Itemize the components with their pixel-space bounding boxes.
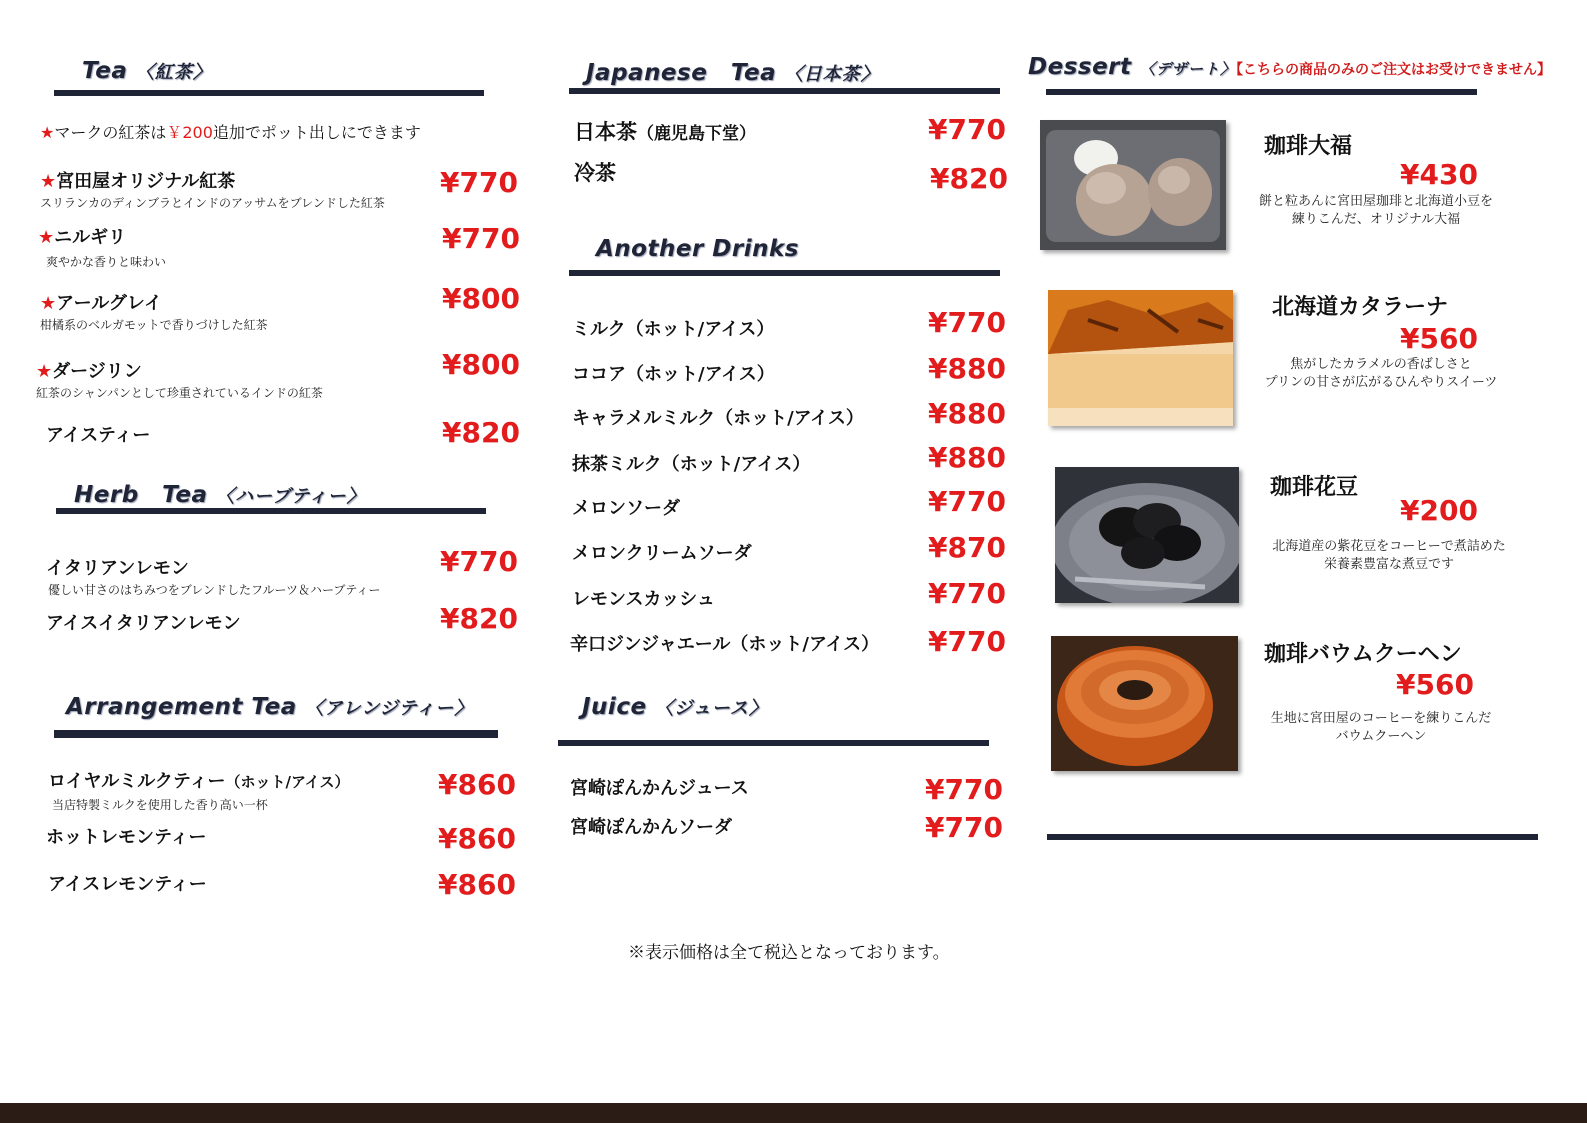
arrangement-section-title [66, 694, 473, 720]
menu-item-price: ¥770 [925, 811, 1003, 844]
menu-item-name: 辛口ジンジャエール（ホット/アイス） [570, 634, 880, 655]
coffee-hanamame-photo [1055, 467, 1239, 603]
page-bottom-bar [0, 1103, 1587, 1123]
daifuku-image-icon [1040, 120, 1226, 250]
tax-note: ※表示価格は全て税込となっております。 [628, 943, 950, 963]
dessert-desc [1256, 710, 1506, 746]
japanese-divider [569, 88, 1000, 94]
menu-item-name: ★アールグレイ [40, 293, 162, 314]
japanese-title-en: Japanese Tea [586, 60, 777, 86]
menu-item-price: ¥770 [925, 773, 1003, 806]
dessert-price: ¥200 [1400, 494, 1478, 527]
menu-item-name: 宮崎ぽんかんジュース [570, 778, 749, 799]
juice-title-jp: 〈ジュース〉 [655, 698, 768, 719]
baumkuchen-image-icon [1051, 636, 1238, 771]
juice-title-en: Juice [582, 694, 647, 720]
menu-item-name: ココア（ホット/アイス） [572, 364, 775, 385]
menu-item-desc: 当店特製ミルクを使用した香り高い一杯 [52, 798, 268, 812]
dessert-price: ¥430 [1400, 158, 1478, 191]
dessert-section-title [1028, 54, 1551, 80]
dessert-bottom-divider [1047, 834, 1538, 840]
menu-item-name: ★ダージリン [36, 361, 142, 382]
tea-title-jp: 〈紅茶〉 [135, 62, 212, 83]
menu-item-price: ¥770 [928, 625, 1006, 658]
tea-section-title [82, 58, 212, 84]
menu-item-name: アイスティー [46, 425, 151, 446]
japanese-section-title [586, 54, 880, 87]
menu-item-name: キャラメルミルク（ホット/アイス） [572, 408, 864, 429]
menu-item-name: 抹茶ミルク（ホット/アイス） [572, 454, 811, 475]
coffee-daifuku-photo [1040, 120, 1226, 250]
menu-item-price: ¥800 [442, 282, 520, 315]
dessert-desc [1256, 193, 1496, 229]
dessert-desc-line: 練りこんだ、オリジナル大福 [1291, 212, 1461, 227]
tea-title-en: Tea [82, 58, 128, 84]
menu-item-name: 宮崎ぽんかんソーダ [570, 817, 732, 838]
note-text: マークの紅茶は [54, 123, 167, 142]
japanese-title-jp: 〈日本茶〉 [784, 64, 880, 85]
menu-item-price: ¥770 [928, 485, 1006, 518]
menu-item-name: レモンスカッシュ [572, 589, 715, 610]
menu-item-price: ¥870 [928, 531, 1006, 564]
dessert-title-en: Dessert [1028, 54, 1132, 80]
dessert-desc-line: プリンの甘さが広がるひんやりスイーツ [1264, 375, 1498, 390]
dessert-desc-line: 生地に宮田屋のコーヒーを練りこんだ [1270, 711, 1492, 726]
menu-item-price: ¥860 [438, 822, 516, 855]
note-amount: ￥200 [166, 123, 213, 142]
star-icon: ★ [40, 293, 57, 314]
note-text-suffix: 追加でポット出しにできます [212, 123, 421, 142]
menu-item-desc: スリランカのディンブラとインドのアッサムをブレンドした紅茶 [40, 196, 385, 210]
menu-item-name: 日本茶（鹿児島下堂） [574, 120, 756, 144]
menu-item-price: ¥880 [928, 352, 1006, 385]
arrangement-title-en: Arrangement Tea [66, 694, 297, 720]
star-icon: ★ [36, 361, 53, 382]
arrangement-divider [54, 730, 498, 738]
menu-item-name: 冷茶 [574, 161, 616, 185]
arrangement-title-jp: 〈アレンジティー〉 [305, 698, 474, 719]
menu-item-price: ¥860 [438, 868, 516, 901]
menu-item-price: ¥860 [438, 768, 516, 801]
menu-item-price: ¥770 [928, 306, 1006, 339]
dessert-divider [1046, 89, 1477, 95]
menu-item-price: ¥770 [442, 222, 520, 255]
menu-item-name: ★宮田屋オリジナル紅茶 [40, 171, 236, 192]
menu-item-price: ¥800 [442, 348, 520, 381]
menu-item-price: ¥770 [928, 577, 1006, 610]
menu-item-name: アイスレモンティー [48, 874, 207, 895]
menu-item-desc: 紅茶のシャンパンとして珍重されているインドの紅茶 [36, 386, 323, 400]
baumkuchen-photo [1051, 636, 1238, 771]
menu-item-price: ¥770 [440, 166, 518, 199]
dessert-desc-line: 焦がしたカラメルの香ばしさと [1290, 357, 1472, 372]
herb-title-jp: 〈ハーブティー〉 [216, 486, 366, 507]
menu-item-name: ★ニルギリ [38, 227, 127, 248]
dessert-title-jp: 〈デザート〉 [1140, 60, 1237, 78]
dessert-order-note: 【こちらの商品のみのご注文はお受けできません】 [1236, 62, 1552, 78]
another-divider [569, 270, 1000, 276]
herb-title-en: Herb Tea [74, 482, 208, 508]
dessert-desc-line: 餅と粒あんに宮田屋珈琲と北海道小豆を [1258, 194, 1493, 209]
menu-item-name: イタリアンレモン [46, 558, 189, 579]
catalana-image-icon [1048, 290, 1233, 426]
dessert-desc [1256, 538, 1522, 574]
menu-item-price: ¥820 [440, 602, 518, 635]
dessert-name: 珈琲バウムクーヘン [1264, 642, 1462, 667]
juice-divider [558, 740, 989, 746]
menu-item-price: ¥770 [928, 113, 1006, 146]
dessert-price: ¥560 [1396, 668, 1474, 701]
dessert-desc-line: バウムクーヘン [1335, 729, 1427, 744]
menu-item-price: ¥820 [442, 416, 520, 449]
menu-item-price: ¥770 [440, 545, 518, 578]
star-icon: ★ [38, 227, 55, 248]
menu-item-desc: 柑橘系のベルガモットで香りづけした紅茶 [40, 318, 268, 332]
menu-item-name: アイスイタリアンレモン [46, 613, 241, 634]
menu-item-desc: 優しい甘さのはちみつをブレンドしたフルーツ＆ハーブティー [48, 583, 381, 597]
star-icon: ★ [40, 123, 55, 142]
menu-item-name: ロイヤルミルクティー（ホット/アイス） [48, 771, 350, 792]
dessert-desc [1256, 356, 1506, 392]
menu-item-name: ホットレモンティー [46, 827, 207, 848]
menu-item-price: ¥820 [930, 162, 1008, 195]
dessert-desc-line: 栄養素豊富な煮豆です [1323, 557, 1454, 572]
herb-section-title [74, 476, 366, 509]
catalana-photo [1048, 290, 1233, 426]
dessert-desc-line: 北海道産の紫花豆をコーヒーで煮詰めた [1272, 539, 1506, 554]
hanamame-image-icon [1055, 467, 1239, 603]
star-icon: ★ [40, 171, 57, 192]
dessert-price: ¥560 [1400, 322, 1478, 355]
another-section-title: Another Drinks [596, 236, 799, 262]
menu-item-name: メロンクリームソーダ [572, 543, 752, 564]
pot-service-note [40, 120, 421, 143]
tea-divider [54, 90, 484, 96]
dessert-name: 珈琲花豆 [1270, 475, 1359, 500]
juice-section-title [582, 694, 768, 720]
dessert-name: 珈琲大福 [1264, 134, 1353, 159]
menu-item-price: ¥880 [928, 441, 1006, 474]
herb-divider [56, 508, 486, 514]
menu-item-name: ミルク（ホット/アイス） [572, 319, 775, 340]
menu-item-price: ¥880 [928, 397, 1006, 430]
dessert-name: 北海道カタラーナ [1272, 295, 1449, 320]
menu-item-name: メロンソーダ [572, 498, 680, 519]
menu-item-desc: 爽やかな香りと味わい [46, 255, 167, 269]
